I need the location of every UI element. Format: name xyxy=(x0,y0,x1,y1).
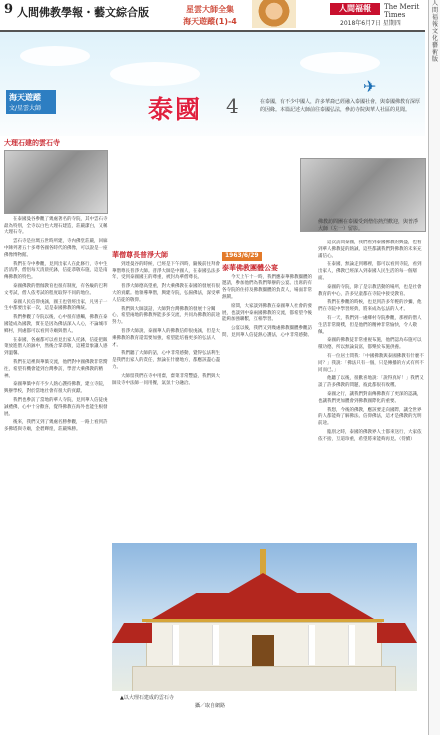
paragraph: 雲石寺是拉瑪五世時所建，寺內佛堂莊嚴，回廊中陳列著五十多尊各國各時代的佛像，可以說是一座佛像博物館。 xyxy=(4,239,108,258)
section-heading: 泰華佛教團體公宴 xyxy=(222,263,278,272)
page-header xyxy=(0,0,425,32)
master-portrait-image xyxy=(252,0,296,28)
paragraph: 有一位居士問我：「中國佛教與泰國佛教有什麼不同？」我說：「佛法只有一個，只是傳播的方式有所不同而已。」 xyxy=(318,353,424,373)
side-char: 藝 xyxy=(431,42,438,49)
paragraph: 有一天，我們到一處鄉村寺院參觀，那裡的僧人生活非常簡樸，但是他們的精神非常愉快，令人敬佩。 xyxy=(318,315,422,335)
middle-column-2 xyxy=(222,250,314,540)
middle-column xyxy=(112,250,220,540)
column-tag-title: 海天遊蹤 xyxy=(9,93,41,102)
paragraph: 我們與大師談話，大師對台灣佛教的發展十分關心，希望兩地的佛教界能多多交流，共同為佛教的前途努力。 xyxy=(112,306,220,326)
paragraph: 後來，我們又到了幾處名勝參觀，一路上看到許多佛塔與寺廟，金碧輝煌，莊嚴殊勝。 xyxy=(4,420,108,433)
paragraph: 普淨大師說，泰國華人的佛教信仰很虔誠，但是大乘佛教的教育還需要加強，希望能培養更多的弘法人才。 xyxy=(112,328,220,348)
temple-spire xyxy=(260,549,266,577)
paragraph: 大師留我們在寺中用齋，齋菜非常豐盛，我們與大師及寺中法師一同用餐，氣氛十分融洽。 xyxy=(112,373,220,386)
paragraph: 我們參觀了寺院以後，心中很有感觸，佛教在泰國能成為國教，實在是因為佛法深入人心，不論城市鄉村，到處都可以看到寺廟與僧人。 xyxy=(4,315,108,334)
side-char: 福 xyxy=(431,14,438,21)
issue-date: 2018年6月7日 星期四 xyxy=(340,20,401,27)
newspaper-english-name: The Merit Times xyxy=(384,3,420,19)
side-char: 人 xyxy=(431,0,438,7)
temple-column xyxy=(308,625,315,665)
paragraph: 這次訪問泰國，我們看到泰國佛教的興盛，也看到華人佛教徒的熱誠，這些都讓我們對佛教的未來充滿信心。 xyxy=(318,240,422,259)
temple-door xyxy=(252,635,274,666)
right-column xyxy=(318,240,424,540)
paragraph: 我們在這裡與華僑交流，他們對中國佛教非常嚮往，希望有機會能到台灣參訪，學習大乘佛教的精神。 xyxy=(4,359,108,379)
temple-roof xyxy=(152,593,374,619)
paragraph: 泰國人民信仰虔誠，國王也曾經出家，凡男子一生中都要出家一次，這是泰國佛教的傳統。 xyxy=(4,299,108,312)
column-tag xyxy=(6,90,56,114)
paragraph: 泰國的佛教徒非常重視布施，他們認為布施可以積功德，所以無論貧富，都樂於布施供養。 xyxy=(318,338,422,351)
article-banner xyxy=(0,32,425,136)
airplane-icon: ✈ xyxy=(363,77,377,96)
left-column xyxy=(4,138,108,698)
side-char: 術 xyxy=(431,49,438,56)
side-char: 文 xyxy=(431,28,438,35)
photo-caption: 佛教訪問團在泰國受到僧俗熱烈歡迎，與普淨大師（左一）留影。 xyxy=(318,219,419,232)
paragraph: 席間，大家談到佛教在泰國華人社會的發展，也談到中泰兩國佛教的交流，都希望今後能夠加強聯繫，互相學習。 xyxy=(222,303,312,323)
paragraph: 普淨大師德高望重，對大乘佛教在泰國的發展有很大的貢獻。他領導華僧，興建寺院，弘揚佛法，深受華人信徒的敬仰。 xyxy=(112,284,220,303)
series-title: 星雲大師全集 xyxy=(186,5,234,14)
article-intro: 在泰國，有不少中國人，許多華裔已經融入泰國社會，與泰國佛教有深厚的因緣。本篇記述大師前往泰國弘法，參訪寺院與華人社區的見聞。 xyxy=(260,99,421,113)
paragraph: 我們也參訪了當地的華人寺院，見到華人信徒虔誠禮佛，心中十分歡喜，覺得佛教在海外也能生根發展。 xyxy=(4,397,108,417)
paragraph: 公宴以後，我們又到幾處佛教團體參觀訪問，見到華人信徒熱心護法，心中非常感動。 xyxy=(222,326,312,338)
paragraph: 今天上午十一時，我們應泰華佛教團體的邀請，參加他們為我們舉辦的公宴。出席的有各寺院的住持及佛教團體的負責人，場面非常熱鬧。 xyxy=(222,274,312,300)
paragraph: 泰國的寺院，除了是宗教活動的場所，也是社會教育的中心，許多兒童都在寺院中接受教育。 xyxy=(318,284,422,297)
cloud-shape xyxy=(20,46,90,66)
paragraph: 到達曼谷的時候，已經是下午四時，隨後前往拜會華僧尊長普淨大師。普淨大師是中國人，在泰國弘法多年，受到泰國國王的尊重，被封為華僧尊長。 xyxy=(112,261,220,281)
temple-column xyxy=(172,625,179,665)
temple-column xyxy=(348,625,355,665)
section-title: 人間佛教學報・藝文綜合版 xyxy=(17,6,149,19)
paragraph: 在泰國，無論走到哪裡，都可以看到寺院，看到出家人，佛教已經深入到泰國人民生活的每一個層面。 xyxy=(318,262,422,281)
side-char: 報 xyxy=(431,21,438,28)
paragraph: 泰國華僑中有不少人熱心護持佛教，建立寺院，興辦學校，對於當地社會有很大的貢獻。 xyxy=(4,382,108,395)
paragraph: 他聽了以後，很歡喜地說：「說得真好！」我們又談了許多佛教的問題，彼此都很有收穫。 xyxy=(318,376,424,389)
monks-photo xyxy=(4,150,108,214)
side-roof xyxy=(112,623,152,643)
side-strip xyxy=(428,0,440,735)
paragraph: 我們在寺中參觀，見到出家人在此修行，寺中生活清淨，僧侶每天清晨托鉢，信徒恭敬布施，這是南傳佛教的特色。 xyxy=(4,261,108,281)
series-subtitle: 海天遊蹤(1)-4 xyxy=(183,17,237,26)
marble-temple-photo xyxy=(112,543,417,691)
side-char: 間 xyxy=(431,7,438,14)
paragraph: 我想，今後的佛教，應該要走向國際，讓全世界的人都能夠了解佛法、信仰佛法，這才是佛教的光明前途。 xyxy=(318,407,422,427)
page-number: 9 xyxy=(4,2,14,17)
photo-credit: 攝／取自網路 xyxy=(195,703,226,709)
side-roof xyxy=(377,623,417,643)
paragraph: 在泰國曼谷參觀了幾處著名的寺院，其中雲石寺最為特別，全寺以白色大理石建造，莊嚴潔白，又稱大理石寺。 xyxy=(4,216,108,236)
newspaper-logo: 人間福報 xyxy=(330,3,380,15)
side-char: 版 xyxy=(431,56,438,63)
temple-steps xyxy=(132,666,396,691)
temple-caption: ▲以大理石建成的雲石寺 xyxy=(120,695,174,701)
section-heading: 大理石建的雲石寺 xyxy=(4,139,60,147)
side-char: 化 xyxy=(431,35,438,42)
article-title: 泰國 xyxy=(148,95,203,124)
section-heading: 華僧尊長普淨大師 xyxy=(112,251,168,259)
paragraph: 在泰國，各處都可以看見出家人托鉢，信徒把飯菜放進僧人的鉢中，然後合掌恭敬，這種景象讓人感到溫馨。 xyxy=(4,337,108,357)
temple-column xyxy=(212,625,219,665)
paragraph: 泰國之行，讓我們對南傳佛教有了更深的認識，也讓我們更加體會到佛教國際化的重要。 xyxy=(318,391,422,404)
paragraph: 我們聽了大師的話，心中非常感動，覺得弘法利生是我們出家人的責任，無論在什麼地方，都應該盡心盡力。 xyxy=(112,351,220,370)
paragraph: 泰國佛教的僧伽教育也很有制度，有各級的巴利文考試，僧人依考試的程度取得不同的地位。 xyxy=(4,283,108,296)
paragraph: 我們在參觀的時候，也見到許多年輕的沙彌，他們在寺院中學習經典，將來成為弘法的人才。 xyxy=(318,300,422,313)
article-part-number: 4 xyxy=(226,94,239,118)
cloud-shape xyxy=(110,62,200,86)
paragraph: 臨別之時，泰國的佛教界人士都來送行，大家依依不捨，互道珍重，希望將來能夠再見。（待續） xyxy=(318,429,422,442)
column-tag-author: 文/星雲大師 xyxy=(9,105,42,112)
date-badge: 1963/6/29 xyxy=(222,252,262,261)
cloud-shape xyxy=(300,52,380,74)
series-heading xyxy=(170,4,250,28)
